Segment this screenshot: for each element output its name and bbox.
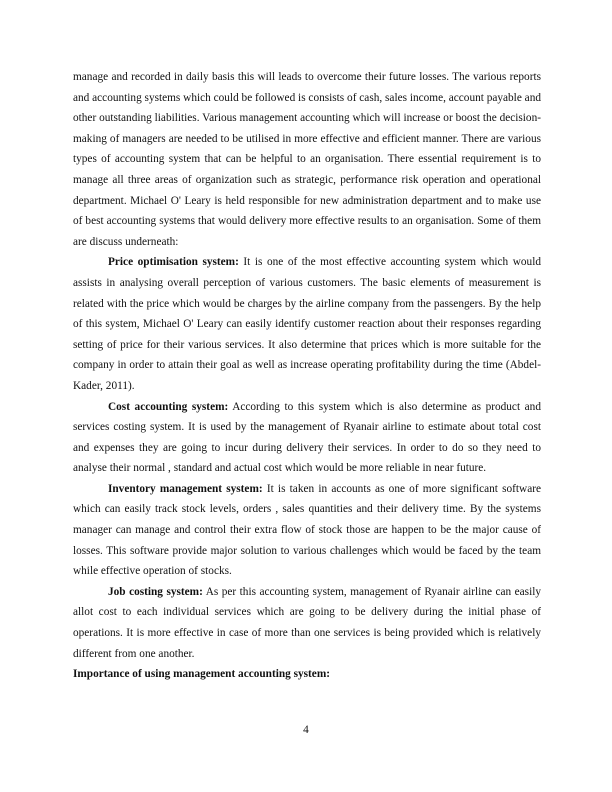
document-page: [73, 67, 541, 685]
section-job-costing: [73, 582, 541, 664]
intro-paragraph: manage and recorded in daily basis this will leads to overcome their future losses. The various reports and accounting systems which could be followed is consists of cash, sales income, account payable and other outstanding liabilities. Various management accounting which will increase or boost the decision-making of managers are needed to be utilised in more effective and efficient manner. There are various types of accounting system that can be helpful to an organisation. There essential requirement is to manage all three areas of organization such as strategic, performance risk operation and operational department. Michael O' Leary is held responsible for new administration department and to make use of best accounting systems that would delivery more effective results to an organisation. Some of them are discuss underneath:: [73, 71, 541, 248]
section-body: It is taken in accounts as one of more significant software which can easily track stock levels, orders , sales quantities and their delivery time. By the systems manager can manage and control their extra flow of stock those are happen to be the major cause of losses. This software provide major solution to various challenges which would be faced by the team while effective operation of stocks.: [73, 482, 542, 578]
closing-heading: Importance of using management accounting system:: [73, 668, 330, 681]
section-cost-accounting: [73, 397, 541, 479]
section-price-optimisation: [73, 252, 541, 396]
section-body: According to this system which is also determine as product and services costing system. It is used by the management of Ryanair airline to estimate about total cost and expenses they are going to incur during delivery their services. In order to do so they need to analyse their normal , standard and actual cost which would be more reliable in near future.: [73, 400, 541, 475]
section-body: It is one of the most effective accounting system which would assists in analysing overall perception of various customers. The basic elements of measurement is related with the price which would be charges by the airline company from the passengers. By the help of this system, Michael O' Leary can easily identify customer reaction about their responses regarding setting of price for their various services. It also determine that prices which is more suitable for the company in order to attain their goal as well as increase operating profitability during the time (Abdel-Kader, 2011).: [73, 256, 541, 392]
page-number: 4: [303, 724, 309, 736]
section-body: As per this accounting system, management of Ryanair airline can easily allot cost to each individual services which are going to be delivery during the initial phase of operations. It is more effective in case of more than one services is being provided which is relatively different from one another.: [73, 585, 541, 660]
section-heading: Job costing system:: [108, 585, 203, 598]
section-heading: Cost accounting system:: [108, 400, 229, 413]
section-heading: Price optimisation system:: [108, 256, 239, 269]
section-inventory-management: [73, 479, 541, 582]
section-heading: Inventory management system:: [108, 482, 263, 495]
